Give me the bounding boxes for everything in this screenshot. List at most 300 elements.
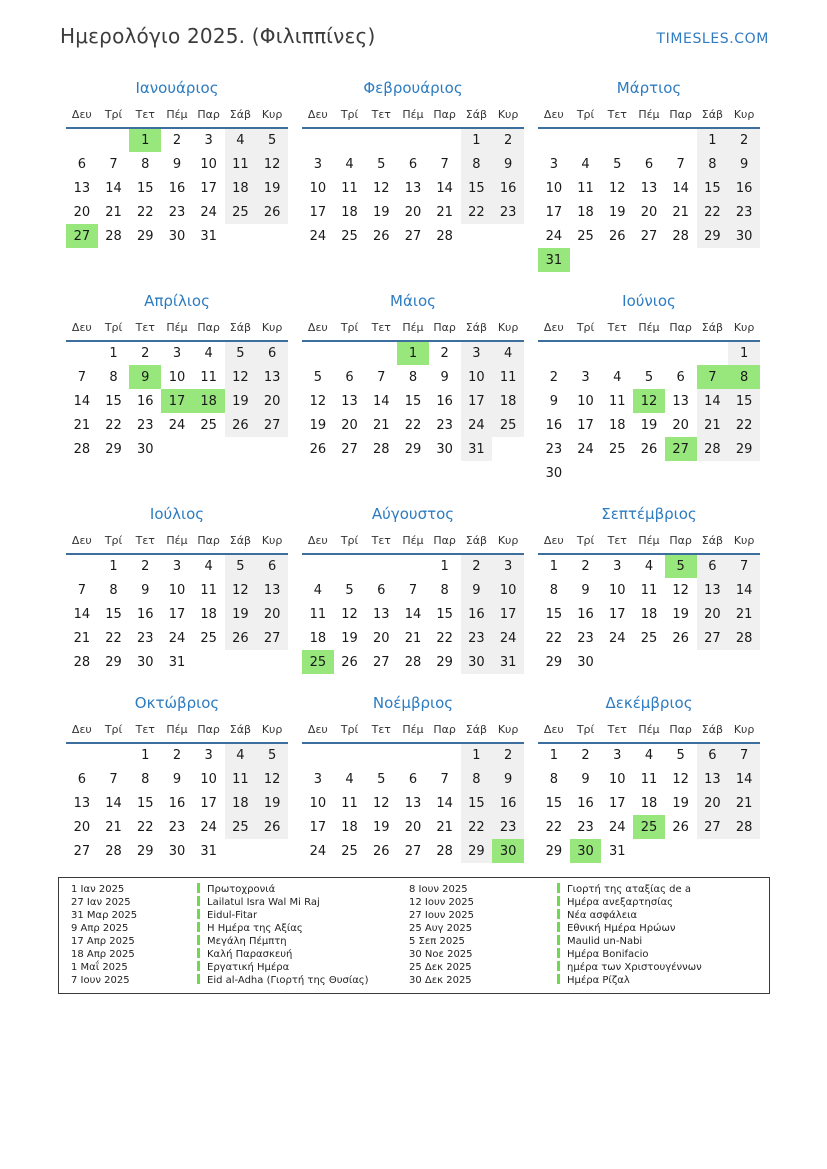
day-cell: 1 [461, 743, 493, 767]
day-cell-empty [256, 437, 288, 461]
legend-holiday-name: Εθνική Ημέρα Ηρώων [567, 923, 676, 934]
day-cell: 15 [461, 176, 493, 200]
day-cell: 18 [608, 417, 626, 433]
day-cell: 15 [136, 795, 154, 811]
month-table [302, 318, 524, 461]
day-cell: 12 [256, 152, 288, 176]
day-cell: 9 [440, 369, 449, 385]
weekday-header: Τρί [98, 720, 130, 743]
month-title: Μάρτιος [616, 79, 682, 97]
day-cell: 25 [302, 650, 334, 674]
month-calendar-11 [302, 694, 524, 863]
day-cell: 24 [168, 417, 186, 433]
legend-date: 1 Ιαν 2025 [71, 884, 125, 895]
day-cell: 13 [73, 180, 91, 196]
weekday-header: Παρ [665, 720, 697, 743]
day-cell: 1 [109, 346, 118, 361]
day-cell: 21 [105, 819, 122, 835]
legend-item [557, 883, 759, 896]
day-cell: 8 [549, 582, 558, 598]
day-cell: 22 [545, 819, 563, 835]
weekday-header: Κυρ [492, 531, 524, 554]
month-table [302, 720, 524, 863]
day-cell: 2 [581, 748, 590, 763]
day-cell: 3 [313, 156, 322, 172]
weekday-header: Τετ [365, 318, 397, 341]
day-cell-empty [601, 341, 633, 365]
legend-date: 27 Ιαν 2025 [71, 897, 131, 908]
day-cell: 6 [644, 156, 654, 172]
day-cell: 9 [581, 771, 590, 787]
day-cell-empty [697, 341, 729, 365]
day-cell: 16 [436, 393, 453, 409]
day-cell: 16 [492, 176, 524, 200]
month-calendar-5 [302, 292, 524, 461]
day-cell: 7 [377, 369, 386, 385]
day-cell: 11 [640, 771, 658, 787]
day-cell: 31 [538, 248, 570, 272]
legend-date: 25 Αυγ 2025 [409, 923, 473, 934]
weekday-header: Δευ [302, 720, 334, 743]
weekday-header: Σάβ [697, 720, 729, 743]
day-cell-empty [728, 461, 760, 485]
day-cell: 22 [545, 630, 563, 646]
day-cell-empty [538, 128, 570, 152]
weekday-header: Πέμ [161, 531, 193, 554]
day-cell-empty [461, 224, 493, 248]
weekday-header: Παρ [429, 720, 461, 743]
day-cell: 12 [256, 767, 288, 791]
day-cell: 13 [404, 795, 422, 811]
weekday-header: Παρ [665, 105, 697, 128]
day-cell: 26 [225, 626, 257, 650]
legend-item [557, 896, 759, 909]
legend-holiday-name: Νέα ασφάλεια [567, 910, 638, 921]
day-cell: 8 [461, 152, 493, 176]
weekday-header: Κυρ [256, 105, 288, 128]
weekday-header: Παρ [193, 318, 225, 341]
day-cell: 24 [545, 228, 563, 244]
day-cell: 13 [256, 578, 288, 602]
day-cell: 6 [697, 743, 729, 767]
day-cell: 19 [225, 389, 257, 413]
day-cell: 25 [200, 630, 217, 646]
weekday-header: Πέμ [633, 105, 665, 128]
day-cell: 23 [168, 204, 186, 220]
day-cell: 9 [728, 152, 760, 176]
day-cell: 31 [461, 437, 493, 461]
month-calendar-3 [538, 79, 760, 272]
month-title: Μάιος [390, 292, 436, 310]
day-cell: 23 [492, 200, 524, 224]
day-cell: 27 [341, 441, 358, 457]
holiday-tick-icon [557, 935, 560, 945]
day-cell: 25 [640, 630, 658, 646]
month-title: Απρίλιος [144, 292, 210, 310]
month-table [66, 318, 288, 461]
day-cell-empty [728, 839, 760, 863]
day-cell: 30 [461, 650, 493, 674]
day-cell: 12 [672, 771, 689, 787]
day-cell: 11 [640, 582, 658, 598]
month-title: Δεκέμβριος [605, 694, 693, 712]
legend-item [197, 909, 409, 922]
day-cell: 24 [577, 441, 594, 457]
day-cell: 18 [341, 819, 358, 835]
legend-date: 8 Ιουν 2025 [409, 884, 468, 895]
month-title: Ιούνιος [622, 292, 676, 310]
day-cell-empty [193, 437, 225, 461]
day-cell: 27 [404, 843, 422, 859]
day-cell: 6 [676, 369, 685, 385]
legend-holiday-name: Ημέρα Ρίζαλ [567, 975, 630, 986]
day-cell-empty [365, 554, 397, 578]
weekday-header: Τετ [129, 105, 161, 128]
weekday-header: Δευ [538, 720, 570, 743]
weekday-header: Πέμ [397, 318, 429, 341]
month-calendar-12 [538, 694, 760, 863]
legend-item [197, 974, 409, 987]
weekday-header: Τετ [601, 318, 633, 341]
day-cell: 14 [73, 606, 91, 622]
day-cell: 24 [309, 843, 327, 859]
month-table [538, 105, 760, 272]
day-cell: 30 [136, 441, 154, 457]
weekday-header: Σάβ [225, 318, 257, 341]
day-cell: 25 [341, 228, 358, 244]
day-cell: 19 [672, 606, 689, 622]
month-table [538, 531, 760, 674]
day-cell: 20 [672, 417, 689, 433]
day-cell: 29 [697, 224, 729, 248]
day-cell: 22 [436, 630, 453, 646]
weekday-header: Πέμ [161, 720, 193, 743]
day-cell-empty [633, 461, 665, 485]
day-cell: 4 [644, 559, 654, 574]
day-cell: 11 [225, 152, 257, 176]
day-cell: 27 [66, 224, 98, 248]
day-cell: 19 [256, 176, 288, 200]
weekday-header: Δευ [66, 318, 98, 341]
weekday-header: Τρί [334, 105, 366, 128]
day-cell: 7 [77, 582, 86, 598]
day-cell: 7 [676, 156, 685, 172]
holiday-tick-icon [557, 909, 560, 919]
day-cell-empty [256, 224, 288, 248]
day-cell: 26 [372, 843, 390, 859]
day-cell: 19 [608, 204, 626, 220]
day-cell: 18 [193, 389, 225, 413]
holiday-tick-icon [197, 935, 200, 945]
day-cell: 3 [461, 341, 493, 365]
legend-item [557, 935, 759, 948]
day-cell: 20 [256, 389, 288, 413]
day-cell: 24 [608, 819, 626, 835]
weekday-header: Τρί [98, 318, 130, 341]
day-cell: 13 [341, 393, 358, 409]
day-cell: 7 [697, 365, 729, 389]
weekday-header: Δευ [302, 318, 334, 341]
day-cell: 13 [372, 606, 390, 622]
day-cell-empty [665, 461, 697, 485]
day-cell: 17 [161, 389, 193, 413]
day-cell: 28 [436, 843, 453, 859]
legend-date: 31 Μαρ 2025 [71, 910, 138, 921]
day-cell: 25 [225, 200, 257, 224]
day-cell: 9 [172, 771, 182, 787]
day-cell: 3 [492, 554, 524, 578]
legend-holiday-name: ημέρα των Χριστουγέννων [567, 962, 702, 973]
day-cell-empty [570, 461, 602, 485]
day-cell: 28 [404, 654, 422, 670]
day-cell: 5 [256, 128, 288, 152]
day-cell-empty [334, 341, 366, 365]
day-cell: 21 [728, 791, 760, 815]
day-cell-empty [697, 461, 729, 485]
day-cell: 15 [545, 606, 563, 622]
weekday-header: Κυρ [492, 720, 524, 743]
day-cell: 1 [141, 748, 150, 763]
legend-holiday-name: Η Ημέρα της Αξίας [207, 923, 303, 934]
legend-date: 12 Ιουν 2025 [409, 897, 474, 908]
day-cell: 5 [225, 341, 257, 365]
day-cell: 15 [545, 795, 563, 811]
day-cell: 12 [372, 180, 390, 196]
day-cell: 22 [461, 200, 493, 224]
day-cell: 11 [200, 369, 217, 385]
day-cell: 31 [608, 843, 626, 859]
day-cell: 28 [105, 843, 122, 859]
day-cell: 1 [440, 559, 449, 574]
day-cell-empty [665, 248, 697, 272]
day-cell: 20 [404, 204, 422, 220]
day-cell: 30 [728, 224, 760, 248]
weekday-header: Παρ [429, 318, 461, 341]
day-cell: 18 [225, 791, 257, 815]
day-cell-empty [601, 128, 633, 152]
day-cell-empty [633, 341, 665, 365]
day-cell: 21 [436, 819, 453, 835]
holiday-tick-icon [557, 922, 560, 932]
day-cell-empty [429, 743, 461, 767]
day-cell: 31 [200, 228, 217, 244]
day-cell-empty [633, 248, 665, 272]
legend-date: 18 Απρ 2025 [71, 949, 135, 960]
day-cell: 20 [256, 602, 288, 626]
day-cell: 15 [105, 606, 122, 622]
month-calendar-2 [302, 79, 524, 248]
weekday-header: Τρί [334, 318, 366, 341]
legend-holiday-name: Γιορτή της αταξίας de a [567, 884, 691, 895]
day-cell: 13 [73, 795, 91, 811]
legend-holiday-name: Καλή Παρασκευή [207, 949, 293, 960]
weekday-header: Κυρ [728, 318, 760, 341]
day-cell: 5 [256, 743, 288, 767]
day-cell: 7 [728, 554, 760, 578]
day-cell: 26 [672, 819, 689, 835]
day-cell: 10 [200, 771, 217, 787]
day-cell: 20 [640, 204, 658, 220]
weekday-header: Παρ [193, 531, 225, 554]
weekday-header: Τρί [334, 531, 366, 554]
weekday-header: Τετ [129, 720, 161, 743]
day-cell: 22 [105, 417, 122, 433]
legend-item [197, 922, 409, 935]
weekday-header: Δευ [538, 318, 570, 341]
month-calendar-1 [66, 79, 288, 248]
day-cell: 17 [200, 795, 217, 811]
day-cell: 14 [728, 767, 760, 791]
day-cell-empty [334, 128, 366, 152]
day-cell: 19 [225, 602, 257, 626]
day-cell-empty [225, 224, 257, 248]
weekday-header: Δευ [538, 105, 570, 128]
day-cell: 20 [73, 819, 91, 835]
day-cell: 25 [633, 815, 665, 839]
day-cell-empty [225, 839, 257, 863]
day-cell: 24 [309, 228, 327, 244]
day-cell: 5 [676, 748, 685, 763]
day-cell: 18 [341, 204, 358, 220]
legend-date: 30 Δεκ 2025 [409, 975, 472, 986]
day-cell: 19 [672, 795, 689, 811]
day-cell-empty [98, 128, 130, 152]
day-cell: 20 [372, 630, 390, 646]
day-cell: 26 [256, 200, 288, 224]
day-cell: 29 [404, 441, 422, 457]
day-cell-empty [665, 650, 697, 674]
day-cell-empty [66, 743, 98, 767]
day-cell: 14 [404, 606, 422, 622]
day-cell: 22 [136, 819, 154, 835]
weekday-header: Κυρ [728, 105, 760, 128]
legend-item [197, 935, 409, 948]
month-title: Φεβρουάριος [363, 79, 463, 97]
day-cell: 21 [728, 602, 760, 626]
day-cell: 6 [256, 554, 288, 578]
day-cell: 2 [141, 559, 150, 574]
day-cell: 26 [372, 228, 390, 244]
day-cell: 6 [345, 369, 354, 385]
legend-date: 17 Απρ 2025 [71, 936, 135, 947]
day-cell-empty [697, 650, 729, 674]
day-cell: 12 [341, 606, 358, 622]
legend-holiday-name: Eid al-Adha (Γιορτή της Θυσίας) [207, 975, 369, 986]
day-cell-empty [570, 341, 602, 365]
holiday-tick-icon [197, 896, 200, 906]
holiday-legend [58, 877, 770, 994]
weekday-header: Σάβ [225, 105, 257, 128]
day-cell: 2 [492, 743, 524, 767]
weekday-header: Πέμ [397, 105, 429, 128]
day-cell: 10 [492, 578, 524, 602]
day-cell: 30 [168, 843, 186, 859]
day-cell: 27 [256, 626, 288, 650]
day-cell: 25 [341, 843, 358, 859]
day-cell: 21 [672, 204, 689, 220]
day-cell: 4 [313, 582, 322, 598]
day-cell-empty [302, 341, 334, 365]
day-cell: 15 [728, 389, 760, 413]
day-cell: 30 [436, 441, 453, 457]
day-cell: 23 [461, 626, 493, 650]
day-cell: 29 [461, 839, 493, 863]
day-cell: 28 [728, 626, 760, 650]
day-cell: 6 [77, 156, 86, 172]
day-cell: 14 [372, 393, 390, 409]
day-cell: 7 [440, 771, 449, 787]
day-cell-empty [66, 128, 98, 152]
day-cell: 11 [200, 582, 217, 598]
day-cell: 9 [492, 152, 524, 176]
day-cell: 3 [204, 748, 213, 763]
day-cell: 25 [200, 417, 217, 433]
day-cell: 2 [172, 133, 182, 148]
day-cell: 11 [225, 767, 257, 791]
page-header [0, 0, 827, 48]
day-cell: 10 [577, 393, 594, 409]
weekday-header: Πέμ [161, 318, 193, 341]
month-calendar-4 [66, 292, 288, 461]
day-cell: 12 [633, 389, 665, 413]
weekday-header: Τρί [570, 318, 602, 341]
brand-link[interactable]: TIMESLES.COM [656, 31, 769, 47]
day-cell: 2 [141, 346, 150, 361]
weekday-header: Παρ [193, 720, 225, 743]
day-cell-empty [492, 224, 524, 248]
holiday-tick-icon [557, 896, 560, 906]
day-cell-empty [570, 128, 602, 152]
day-cell: 28 [728, 815, 760, 839]
holiday-tick-icon [197, 883, 200, 893]
day-cell: 22 [404, 417, 422, 433]
weekday-header: Τετ [365, 105, 397, 128]
weekday-header: Παρ [193, 105, 225, 128]
month-calendar-6 [538, 292, 760, 485]
month-table [302, 105, 524, 248]
day-cell: 31 [200, 843, 217, 859]
weekday-header: Τρί [98, 105, 130, 128]
weekday-header: Πέμ [161, 105, 193, 128]
legend-holiday-name: Lailatul Isra Wal Mi Raj [207, 897, 320, 908]
day-cell: 16 [577, 606, 594, 622]
day-cell: 12 [608, 180, 626, 196]
day-cell: 3 [172, 559, 182, 574]
legend-date: 5 Σεπ 2025 [409, 936, 465, 947]
day-cell: 18 [309, 630, 327, 646]
day-cell-empty [66, 554, 98, 578]
day-cell: 9 [549, 393, 558, 409]
day-cell: 29 [105, 441, 122, 457]
day-cell: 7 [440, 156, 449, 172]
day-cell: 10 [168, 582, 186, 598]
day-cell: 8 [141, 156, 150, 172]
day-cell: 29 [136, 843, 154, 859]
months-grid [66, 79, 827, 863]
day-cell: 22 [136, 204, 154, 220]
day-cell: 28 [672, 228, 689, 244]
month-calendar-10 [66, 694, 288, 863]
day-cell: 29 [728, 437, 760, 461]
day-cell: 13 [697, 767, 729, 791]
legend-item [197, 961, 409, 974]
day-cell: 16 [577, 795, 594, 811]
legend-date: 7 Ιουν 2025 [71, 975, 130, 986]
day-cell: 4 [225, 128, 257, 152]
day-cell: 1 [549, 559, 558, 574]
day-cell: 27 [640, 228, 658, 244]
holiday-tick-icon [557, 961, 560, 971]
